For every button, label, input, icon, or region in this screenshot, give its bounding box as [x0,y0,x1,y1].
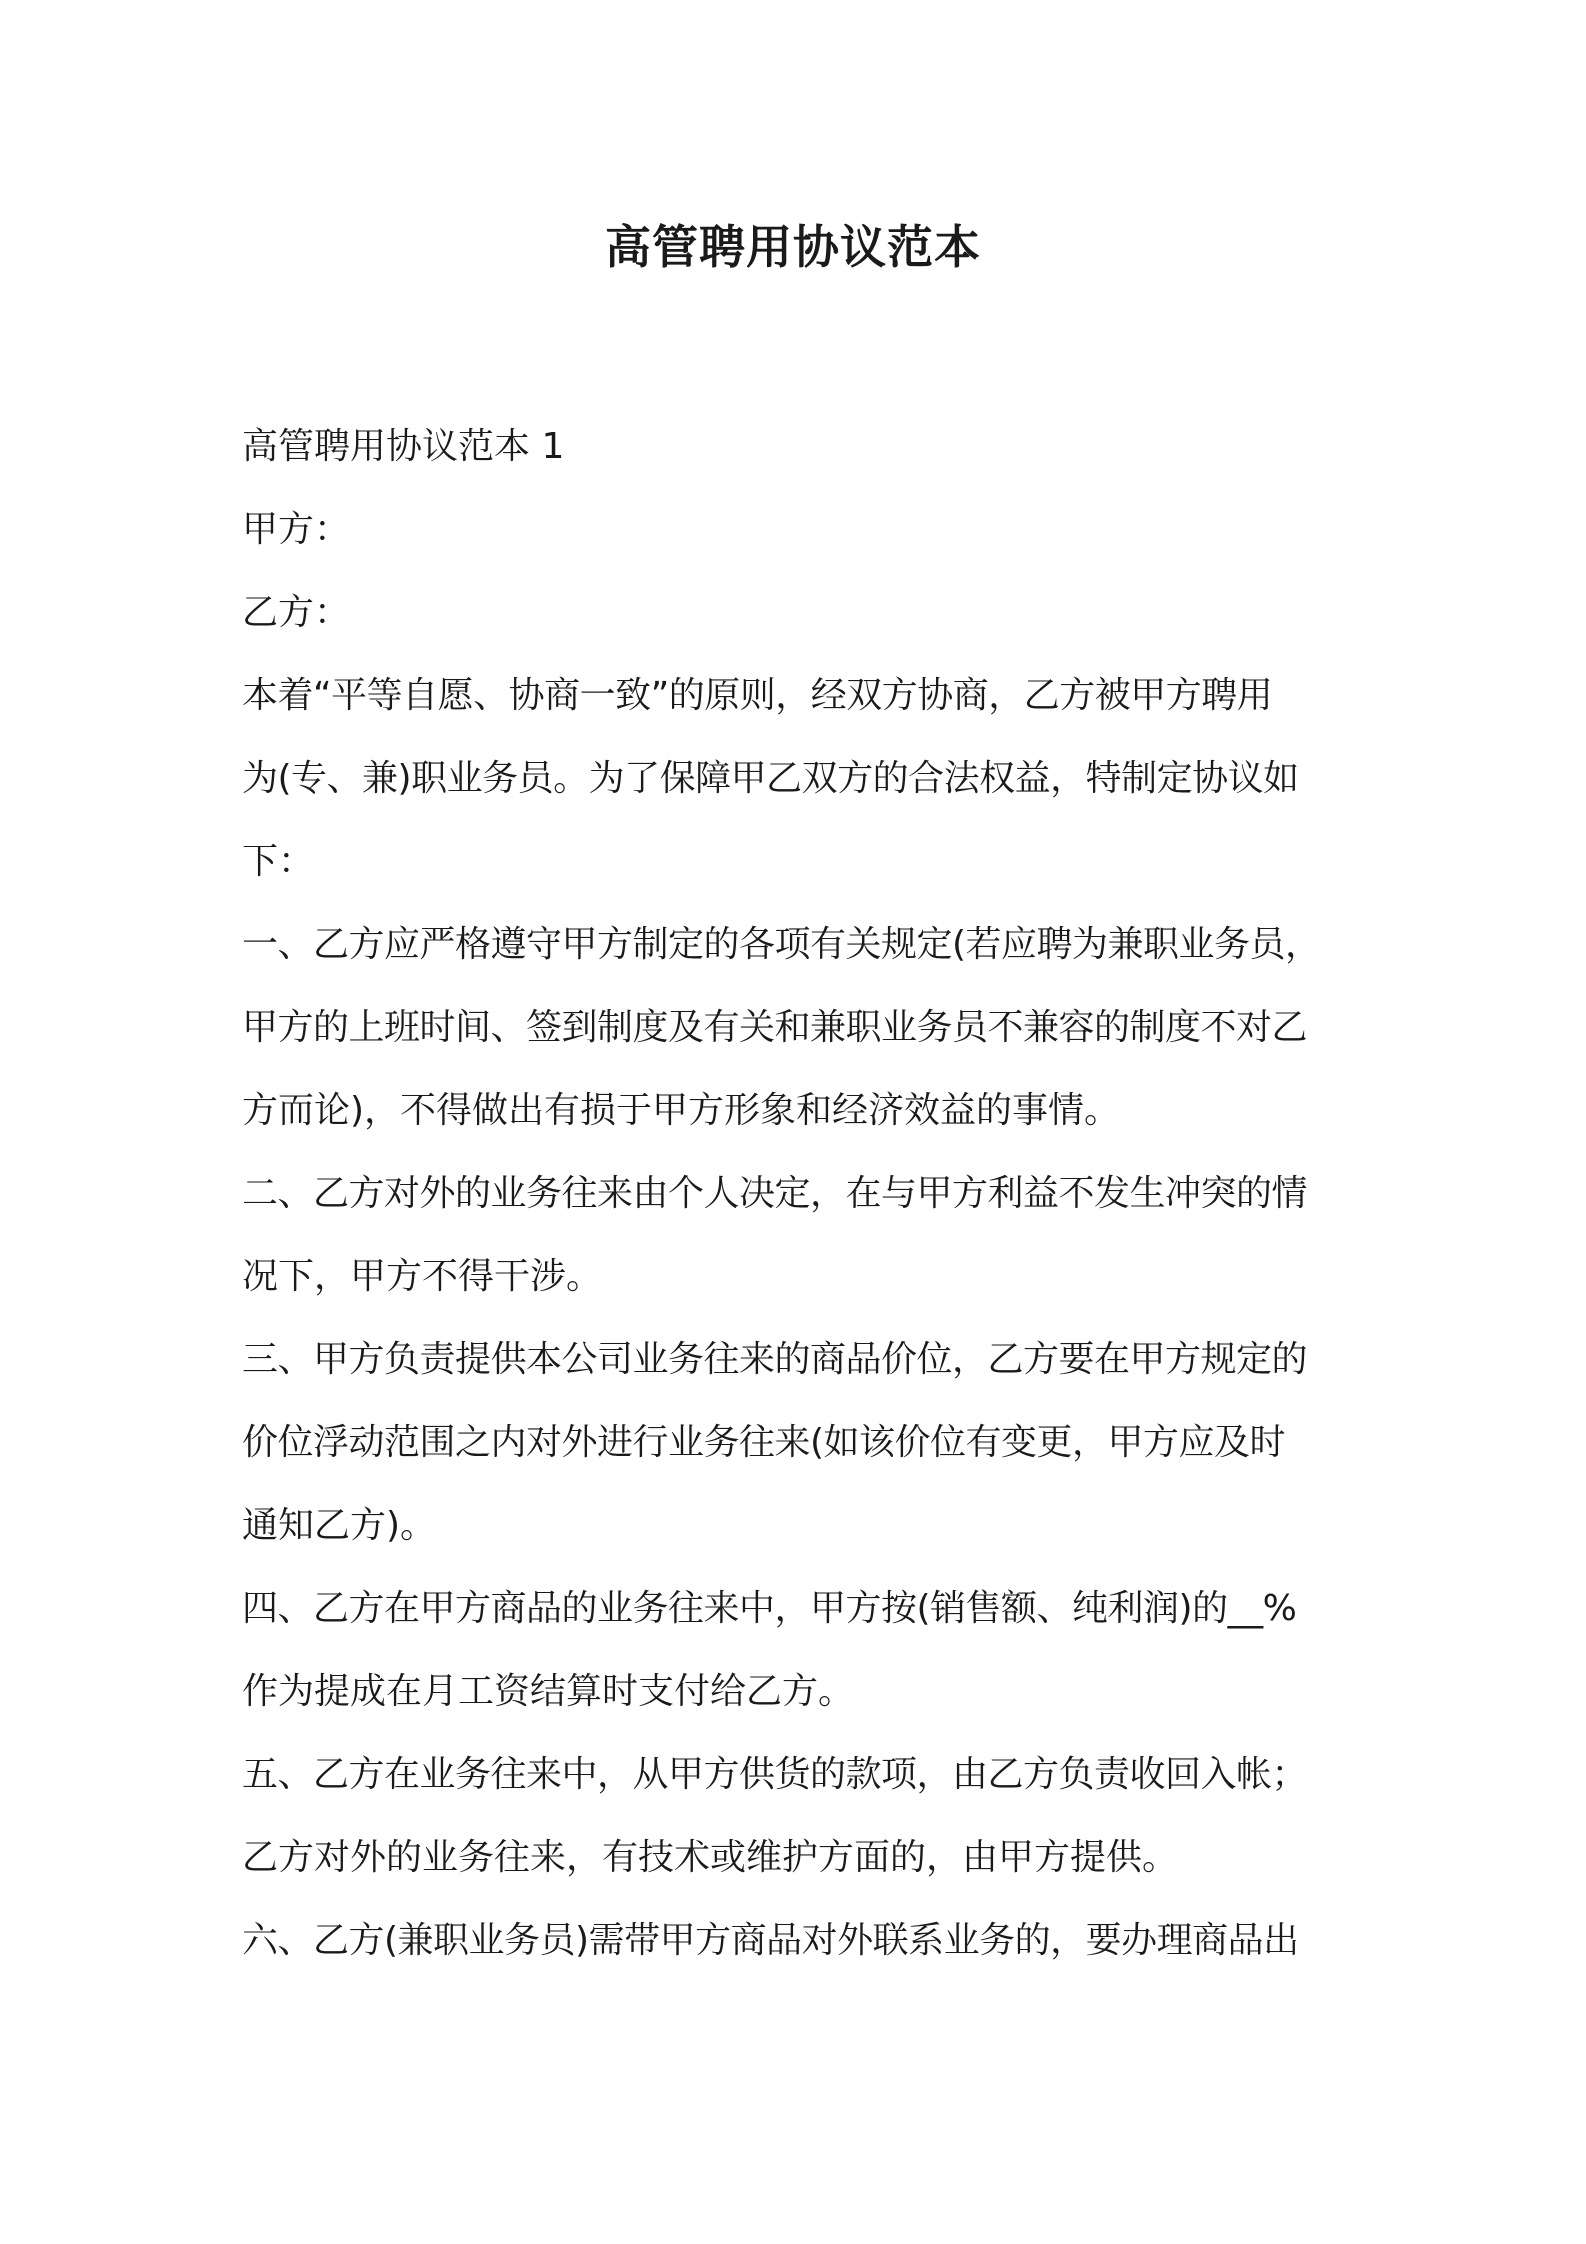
section-heading: 高管聘用协议范本 1 [242,426,565,467]
paragraph-line: 本着“平等自愿、协商一致”的原则，经双方协商，乙方被甲方聘用 [242,675,1273,716]
clause-4-line: 作为提成在月工资结算时支付给乙方。 [242,1671,855,1712]
party-b-line: 乙方： [242,592,351,633]
clause-3-line: 价位浮动范围之内对外进行业务往来(如该价位有变更，甲方应及时 [242,1422,1286,1463]
clause-3-line: 三、甲方负责提供本公司业务往来的商品价位，乙方要在甲方规定的 [242,1339,1308,1380]
clause-4-line: 四、乙方在甲方商品的业务往来中，甲方按(销售额、纯利润)的__% [242,1588,1297,1629]
paragraph-line: 为(专、兼)职业务员。为了保障甲乙双方的合法权益，特制定协议如 [242,758,1299,799]
clause-1-line: 方而论)，不得做出有损于甲方形象和经济效益的事情。 [242,1090,1121,1131]
clause-1-line: 一、乙方应严格遵守甲方制定的各项有关规定(若应聘为兼职业务员， [242,924,1321,965]
clause-2-line: 况下，甲方不得干涉。 [242,1256,603,1297]
clause-5-line: 乙方对外的业务往来，有技术或维护方面的，由甲方提供。 [242,1837,1179,1878]
clause-1-line: 甲方的上班时间、签到制度及有关和兼职业务员不兼容的制度不对乙 [242,1007,1308,1048]
clause-2-line: 二、乙方对外的业务往来由个人决定，在与甲方利益不发生冲突的情 [242,1173,1308,1214]
document-body [242,405,1362,1982]
clause-6-line: 六、乙方(兼职业务员)需带甲方商品对外联系业务的，要办理商品出 [242,1920,1299,1961]
party-a-line: 甲方： [242,509,351,550]
clause-3-line: 通知乙方)。 [242,1505,437,1546]
clause-5-line: 五、乙方在业务往来中，从甲方供货的款项，由乙方负责收回入帐； [242,1754,1308,1795]
document-title: 高管聘用协议范本 [605,220,981,274]
paragraph-line: 下： [242,841,315,882]
